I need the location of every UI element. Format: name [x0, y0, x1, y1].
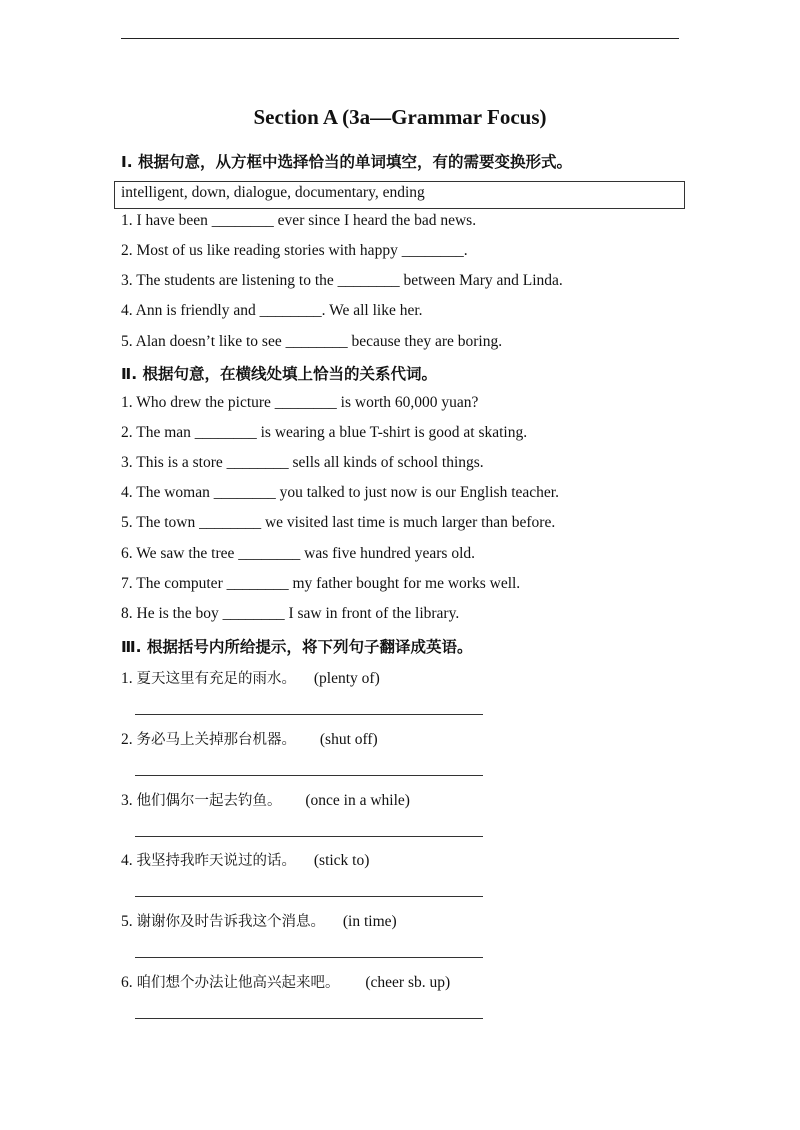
part1-heading: Ⅰ. 根据句意，从方框中选择恰当的单词填空，有的需要变换形式。: [121, 153, 573, 171]
answer-line[interactable]: [135, 775, 483, 776]
part1-item: 1. I have been ________ ever since I heard the bad news.: [121, 212, 477, 229]
translation-item: [121, 971, 450, 992]
chinese-sentence: 谢谢你及时告诉我这个消息。: [136, 914, 325, 930]
part1-item: 2. Most of us like reading stories with happy ________.: [121, 242, 468, 259]
word-box-text: intelligent, down, dialogue, documentary, ending: [121, 184, 425, 201]
part2-item: 7. The computer ________ my father bought for me works well.: [121, 575, 521, 592]
translation-item: [121, 789, 410, 810]
translation-item: [121, 728, 378, 749]
chinese-sentence: 我坚持我昨天说过的话。: [136, 853, 296, 869]
item-number: 3.: [121, 792, 133, 809]
part1-item: 4. Ann is friendly and ________. We all like her.: [121, 302, 423, 319]
translation-item: [121, 910, 397, 931]
hint-text: (shut off): [319, 731, 378, 748]
hint-text: (once in a while): [305, 792, 410, 809]
item-number: 6.: [121, 974, 133, 991]
header-rule: [121, 38, 679, 39]
part1-item: 3. The students are listening to the ________ between Mary and Linda.: [121, 272, 563, 289]
chinese-sentence: 他们偶尔一起去钓鱼。: [136, 793, 282, 809]
hint-text: (in time): [342, 913, 397, 930]
item-number: 5.: [121, 913, 133, 930]
answer-line[interactable]: [135, 836, 483, 837]
hint-text: (stick to): [313, 852, 370, 869]
part2-item: 3. This is a store ________ sells all kinds of school things.: [121, 454, 484, 471]
hint-text: (plenty of): [313, 670, 380, 687]
part3-heading: Ⅲ. 根据括号内所给提示，将下列句子翻译成英语。: [121, 638, 473, 656]
item-number: 4.: [121, 852, 133, 869]
answer-line[interactable]: [135, 714, 483, 715]
chinese-sentence: 咱们想个办法让他高兴起来吧。: [136, 975, 340, 991]
part2-item: 1. Who drew the picture ________ is worth 60,000 yuan?: [121, 394, 479, 411]
translation-item: [121, 849, 369, 870]
hint-text: (cheer sb. up): [365, 974, 451, 991]
part2-item: 4. The woman ________ you talked to just now is our English teacher.: [121, 484, 559, 501]
word-box: [114, 181, 685, 209]
part2-item: 6. We saw the tree ________ was five hundred years old.: [121, 545, 476, 562]
item-number: 1.: [121, 670, 133, 687]
answer-line[interactable]: [135, 957, 483, 958]
page-title: Section A (3a—Grammar Focus): [253, 105, 547, 129]
item-number: 2.: [121, 731, 133, 748]
chinese-sentence: 务必马上关掉那台机器。: [136, 732, 296, 748]
translation-item: [121, 667, 380, 688]
answer-line[interactable]: [135, 896, 483, 897]
chinese-sentence: 夏天这里有充足的雨水。: [136, 671, 296, 687]
part2-heading: Ⅱ. 根据句意，在横线处填上恰当的关系代词。: [121, 365, 437, 383]
part2-item: 2. The man ________ is wearing a blue T-shirt is good at skating.: [121, 424, 528, 441]
part1-item: 5. Alan doesn’t like to see ________ because they are boring.: [121, 333, 503, 350]
answer-line[interactable]: [135, 1018, 483, 1019]
part2-item: 8. He is the boy ________ I saw in front of the library.: [121, 605, 460, 622]
part2-item: 5. The town ________ we visited last time is much larger than before.: [121, 514, 556, 531]
